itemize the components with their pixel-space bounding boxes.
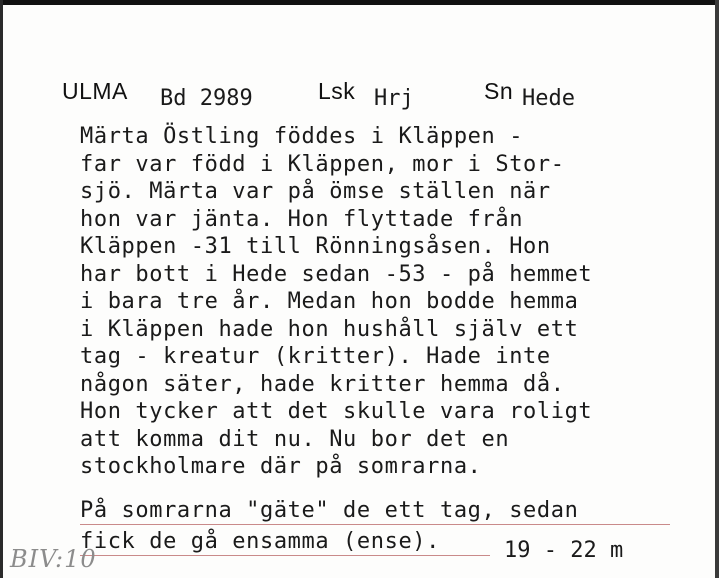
card-left-edge: [0, 0, 3, 578]
body-line: Hon tycker att det skulle vara roligt: [80, 399, 593, 424]
tail-line: På somrarna "gäte" de ett tag, sedan: [80, 498, 579, 523]
body-line: far var född i Kläppen, mor i Stor-: [80, 151, 565, 177]
body-line: Kläppen -31 till Rönningsåsen. Hon: [80, 234, 551, 259]
body-line: stockholmare där på somrarna.: [80, 454, 482, 479]
body-line: tag - kreatur (kritter). Hade inte: [80, 344, 551, 369]
landskap-value: Hrj: [374, 86, 414, 111]
red-underline: [80, 524, 670, 525]
page-range: 19 - 22 m: [504, 538, 624, 563]
body-line: hon var jänta. Hon flyttade från: [80, 206, 524, 232]
landskap-label: Lsk: [318, 78, 356, 104]
archive-label: ULMA: [62, 78, 128, 104]
body-line: någon säter, hade kritter hemma då.: [80, 371, 565, 397]
body-line: har bott i Hede sedan -53 - på hemmet: [80, 261, 593, 287]
red-underline: [80, 555, 490, 556]
body-line: att komma dit nu. Nu bor det en: [80, 426, 510, 452]
card-top-edge: [0, 0, 719, 5]
body-line: i bara tre år. Medan hon bodde hemma: [80, 289, 579, 314]
body-line: Märta Östling föddes i Kläppen -: [80, 124, 524, 149]
tail-line: fick de gå ensamma (ense).: [80, 529, 440, 554]
body-line: i Kläppen hade hon hushåll själv ett: [80, 316, 579, 342]
handwritten-note: BIV:10: [10, 545, 97, 573]
card-body-text: [80, 123, 592, 481]
socken-value: Hede: [522, 86, 575, 111]
archive-reference: Bd 2989: [160, 86, 253, 111]
socken-label: Sn: [484, 78, 514, 104]
body-line: sjö. Märta var på ömse ställen när: [80, 179, 551, 204]
card-right-edge: [715, 0, 719, 578]
